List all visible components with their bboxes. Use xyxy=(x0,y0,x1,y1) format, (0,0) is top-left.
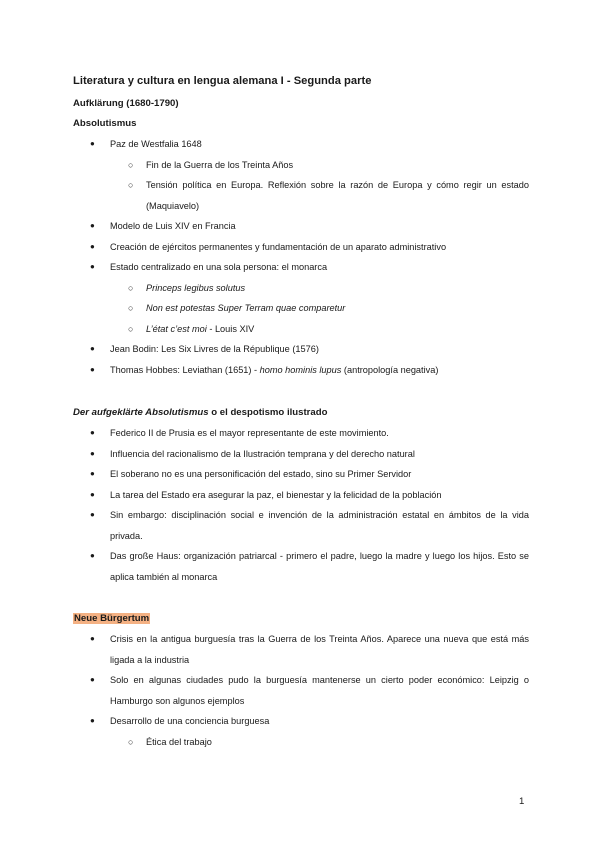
bullet-icon: ● xyxy=(90,262,95,271)
list-item-text: (antropología negativa) xyxy=(341,364,439,375)
page-number: 1 xyxy=(519,796,525,807)
bullet-icon: ● xyxy=(90,221,95,230)
sub-list-item xyxy=(110,319,529,340)
bullet-icon: ● xyxy=(90,634,95,643)
circle-bullet-icon: ○ xyxy=(128,159,134,170)
list-item-text-italic: homo hominis lupus xyxy=(259,364,342,375)
bullet-icon: ● xyxy=(90,139,95,148)
list-item xyxy=(73,339,529,360)
subheading-absolutismus: Absolutismus xyxy=(73,118,137,129)
list-item-text: Das große Haus: organización patriarcal - primero el padre, luego la madre y luego los hijos. Esto se aplica también al monarca xyxy=(110,551,529,582)
bullet-icon: ● xyxy=(90,510,95,519)
sub-list-item-text: - Louis XIV xyxy=(206,323,255,334)
bullet-icon: ● xyxy=(90,675,95,684)
bullet-icon: ● xyxy=(90,241,95,251)
list-item xyxy=(73,464,529,485)
sub-list xyxy=(110,155,529,217)
sub-list-item xyxy=(110,298,529,319)
list-item xyxy=(73,423,529,444)
list-item xyxy=(73,670,529,711)
list-item xyxy=(73,134,529,216)
document-title: Literatura y cultura en lengua alemana I - Segunda parte xyxy=(73,75,372,87)
list-item xyxy=(73,546,529,587)
sub-list-item-text: Tensión política en Europa. Reflexión sobre la razón de Europa y cómo regir un estado (Maquiavelo) xyxy=(146,180,529,211)
burgertum-list xyxy=(73,629,529,752)
highlighted-heading: Neue Bürgertum xyxy=(74,613,150,624)
list-item xyxy=(73,257,529,339)
list-item-text: Estado centralizado en una sola persona: el monarca xyxy=(110,262,328,272)
bullet-icon: ● xyxy=(90,344,95,353)
bullet-icon: ● xyxy=(90,551,95,560)
circle-bullet-icon: ○ xyxy=(128,323,134,334)
sub-list-item-text: Non est potestas Super Terram quae comparetur xyxy=(146,303,346,313)
bullet-icon: ● xyxy=(90,428,95,437)
list-item-text: Modelo de Luis XIV en Francia xyxy=(110,221,236,231)
heading-italic: Der aufgeklärte Absolutismus xyxy=(73,407,209,418)
sub-list-item-text: Fin de la Guerra de los Treinta Años xyxy=(146,159,294,170)
list-item-text: Sin embargo: disciplinación social e invención de la administración estatal en ámbitos de la vida privada. xyxy=(110,510,529,541)
sub-list-item-text-italic: L’état c’est moi xyxy=(146,323,207,334)
list-item xyxy=(73,444,529,465)
sub-list xyxy=(110,732,529,753)
sub-list-item xyxy=(110,278,529,299)
bullet-icon: ● xyxy=(90,364,95,374)
bullet-icon: ● xyxy=(90,448,95,458)
list-item xyxy=(73,237,529,258)
heading-rest: o el despotismo ilustrado xyxy=(208,407,328,418)
list-item-text: El soberano no es una personificación del estado, sino su Primer Servidor xyxy=(110,469,412,479)
list-item-text: Jean Bodin: Les Six Livres de la République (1576) xyxy=(110,344,319,354)
list-item xyxy=(73,216,529,237)
sub-list-item xyxy=(110,732,529,753)
list-item-text: Desarrollo de una conciencia burguesa xyxy=(110,716,270,726)
absolutismus-list xyxy=(73,134,529,380)
list-item xyxy=(73,360,529,381)
sub-list-item xyxy=(110,155,529,176)
section-heading-aufklarung: Aufklärung (1680-1790) xyxy=(73,98,179,109)
list-item xyxy=(73,629,529,670)
circle-bullet-icon: ○ xyxy=(128,282,134,293)
circle-bullet-icon: ○ xyxy=(128,180,134,190)
list-item-text: Solo en algunas ciudades pudo la burguesía mantenerse un cierto poder económico: Leipzig o Hamburgo son algunos ejemplos xyxy=(110,675,529,706)
sub-list xyxy=(110,278,529,340)
sub-list-item-text: Ética del trabajo xyxy=(146,736,212,747)
sub-list-item-text: Princeps legibus solutus xyxy=(146,282,246,293)
list-item-text: La tarea del Estado era asegurar la paz, el bienestar y la felicidad de la población xyxy=(110,489,442,500)
section-heading-despotismo xyxy=(73,406,529,419)
section-heading-burgertum xyxy=(73,612,529,625)
list-item-text: Paz de Westfalia 1648 xyxy=(110,139,202,149)
list-item xyxy=(73,505,529,546)
bullet-icon: ● xyxy=(90,489,95,499)
sub-list-item xyxy=(110,175,529,216)
list-item xyxy=(73,711,529,752)
list-item-text: Creación de ejércitos permanentes y fundamentación de un aparato administrativo xyxy=(110,241,447,252)
list-item xyxy=(73,485,529,506)
list-item-text: Thomas Hobbes: Leviathan (1651) - xyxy=(110,364,260,375)
bullet-icon: ● xyxy=(90,716,95,725)
page-content xyxy=(73,75,529,752)
circle-bullet-icon: ○ xyxy=(128,736,134,747)
circle-bullet-icon: ○ xyxy=(128,303,134,313)
list-item-text: Influencia del racionalismo de la Ilustración temprana y del derecho natural xyxy=(110,448,415,459)
bullet-icon: ● xyxy=(90,469,95,478)
list-item-text: Crisis en la antigua burguesía tras la Guerra de los Treinta Años. Aparece una nueva que está más ligada a la industria xyxy=(110,634,529,665)
despotismo-list xyxy=(73,423,529,587)
list-item-text: Federico II de Prusia es el mayor representante de este movimiento. xyxy=(110,428,389,438)
